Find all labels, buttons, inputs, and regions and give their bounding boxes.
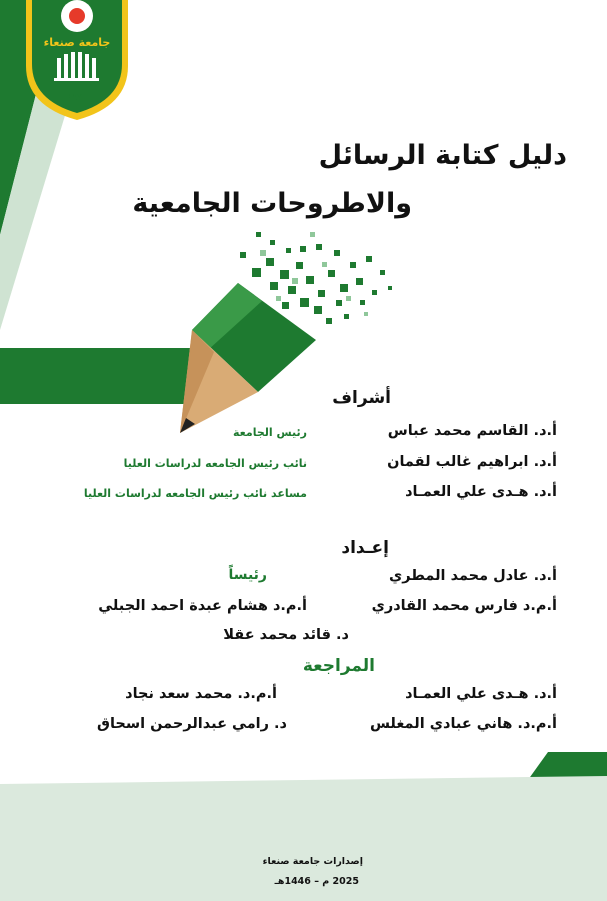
preparation-lead-name: أ.د. عادل محمد المطري	[388, 568, 557, 584]
supervisor-role-3: مساعد نائب رئيس الجامعه لدراسات العليا	[83, 487, 307, 500]
review-member-2: أ.م.د. محمد سعد نجاد	[125, 686, 277, 702]
title-line-2: والاطروحات الجامعية	[132, 188, 412, 219]
footer-date: 2025 م – 1446هـ	[274, 876, 359, 887]
left-stripe	[0, 348, 190, 404]
preparation-member-2: أ.م.د هشام عبدة احمد الجبلي	[98, 598, 307, 614]
review-member-3: أ.م.د. هاني عبادي المغلس	[369, 716, 557, 732]
supervisor-name-1: أ.د. القاسم محمد عباس	[387, 423, 557, 439]
logo-name: جامعة صنعاء	[43, 36, 111, 49]
review-member-4: د. رامي عبدالرحمن اسحاق	[96, 716, 287, 732]
supervision-heading: أشراف	[332, 388, 391, 408]
pencil-icon	[180, 283, 316, 433]
preparation-member-3: د. قائد محمد عقلا	[223, 627, 349, 643]
supervisor-role-2: نائب رئيس الجامعه لدراسات العليا	[123, 457, 307, 470]
university-seal-icon	[22, 0, 132, 122]
title-line-1: دليل كتابة الرسائل	[318, 140, 567, 171]
preparation-heading: إعـداد	[341, 538, 389, 558]
pixel-particles-light	[260, 232, 368, 316]
logo-year: ١٩٧٠	[67, 93, 87, 103]
footer-publisher: إصدارات جامعة صنعاء	[262, 856, 363, 867]
supervisor-name-3: أ.د. هـدى علي العمـاد	[405, 484, 557, 500]
preparation-lead-role: رئيساً	[228, 567, 267, 583]
review-heading: المراجعة	[302, 656, 375, 676]
preparation-member-1: أ.م.د فارس محمد القادري	[371, 598, 557, 614]
supervisor-name-2: أ.د. ابراهيم غالب لقمان	[387, 454, 557, 470]
supervisor-role-1: رئيس الجامعة	[233, 426, 307, 439]
review-member-1: أ.د. هـدى علي العمـاد	[405, 686, 557, 702]
